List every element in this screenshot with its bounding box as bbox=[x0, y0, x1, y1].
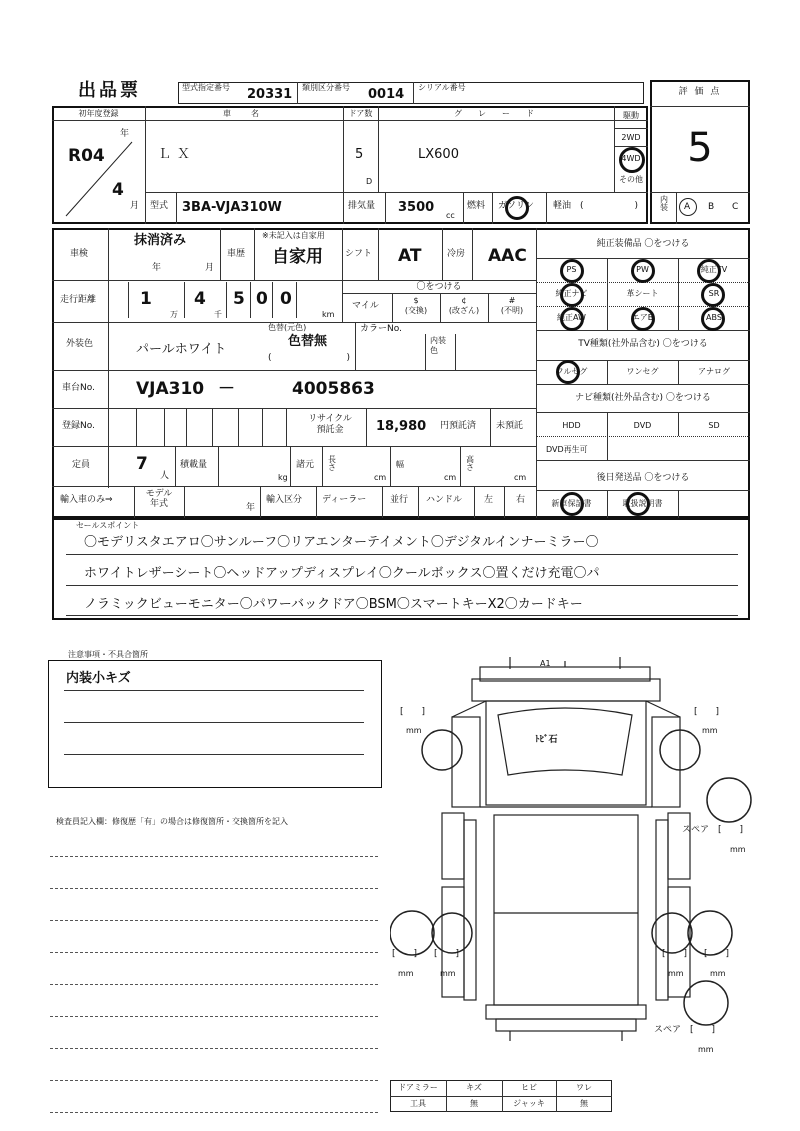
model-value: 3BA-VJA310W bbox=[182, 200, 282, 215]
shift-value: AT bbox=[398, 246, 422, 266]
inspection-value: 抹消済み bbox=[134, 233, 187, 248]
cat-no-label: 類別区分番号 bbox=[302, 83, 350, 92]
navi-title: ナビ種類(社外品含む) 〇をつける bbox=[575, 393, 711, 403]
chassis-prefix: VJA310 bbox=[136, 379, 205, 399]
reg-label: 初年度登録 bbox=[78, 109, 119, 118]
color-value: パールホワイト bbox=[136, 342, 227, 357]
car-name-value: ＬＸ bbox=[158, 147, 197, 162]
chassis-number: 4005863 bbox=[292, 379, 375, 399]
displacement-value: 3500 bbox=[398, 200, 435, 215]
diagram-a1: A1 bbox=[540, 659, 551, 668]
sales-label: セールスポイント bbox=[76, 521, 140, 530]
score-value: 5 bbox=[687, 125, 713, 171]
mileage-digit-4: 0 bbox=[256, 289, 268, 309]
form-title: 出品票 bbox=[78, 80, 141, 101]
grade-label: グ レ ー ド bbox=[454, 109, 538, 118]
mileage-digit-3: 5 bbox=[233, 289, 245, 309]
diagram-stone: ﾄﾋﾞ石 bbox=[535, 735, 558, 745]
interior-a-circle bbox=[679, 198, 697, 216]
history-value: 自家用 bbox=[272, 247, 323, 267]
door-value: 5 bbox=[355, 147, 364, 162]
drive-label: 駆動 bbox=[623, 111, 639, 120]
tv-title: TV種類(社外品含む) 〇をつける bbox=[578, 339, 708, 349]
fuel-gas-circle bbox=[505, 196, 529, 220]
serial-label: シリアル番号 bbox=[418, 83, 466, 92]
ac-value: AAC bbox=[488, 246, 527, 266]
car-diagram bbox=[390, 655, 760, 1075]
inspector-label: 検査員記入欄：修復歴「有」の場合は修復箇所・交換箇所を記入 bbox=[56, 817, 288, 826]
capacity-value: 7 bbox=[136, 454, 148, 474]
grade-value: LX600 bbox=[418, 147, 459, 162]
type-no-value: 20331 bbox=[247, 87, 293, 102]
equip-title: 純正装備品 〇をつける bbox=[596, 239, 690, 249]
score-label: 評 価 点 bbox=[678, 87, 722, 97]
cat-no-value: 0014 bbox=[368, 87, 405, 102]
mileage-digit-5: 0 bbox=[280, 289, 292, 309]
notes-label: 注意事項・不具合箇所 bbox=[68, 650, 148, 659]
recycle-value: 18,980 bbox=[376, 419, 427, 434]
reg-month: 4 bbox=[112, 180, 124, 200]
drive-4wd-circle bbox=[619, 147, 645, 173]
mileage-digit-1: 1 bbox=[140, 289, 152, 309]
sales-line-1: 〇モデリスタエアロ〇サンルーフ〇リアエンターテイメント〇デジタルインナーミラー〇 bbox=[84, 535, 599, 550]
color-change-value: 色替無 bbox=[288, 334, 328, 349]
notes-text: 内装小キズ bbox=[66, 671, 131, 686]
mileage-digit-2: 4 bbox=[194, 289, 206, 309]
door-label: ドア数 bbox=[348, 109, 373, 118]
later-title: 後日発送品 〇をつける bbox=[596, 473, 690, 483]
car-name-label: 車 名 bbox=[223, 109, 265, 118]
sales-line-3: ノラミックビューモニター〇パワーバックドア〇BSM〇スマートキーX2〇カードキー bbox=[84, 597, 583, 612]
reg-slash bbox=[60, 140, 140, 220]
type-no-label: 型式指定番号 bbox=[182, 83, 230, 92]
reg-era: R04 bbox=[68, 146, 105, 166]
sales-line-2: ホワイトレザーシート〇ヘッドアップディスプレイ〇クールボックス〇置くだけ充電〇パ bbox=[84, 566, 600, 581]
